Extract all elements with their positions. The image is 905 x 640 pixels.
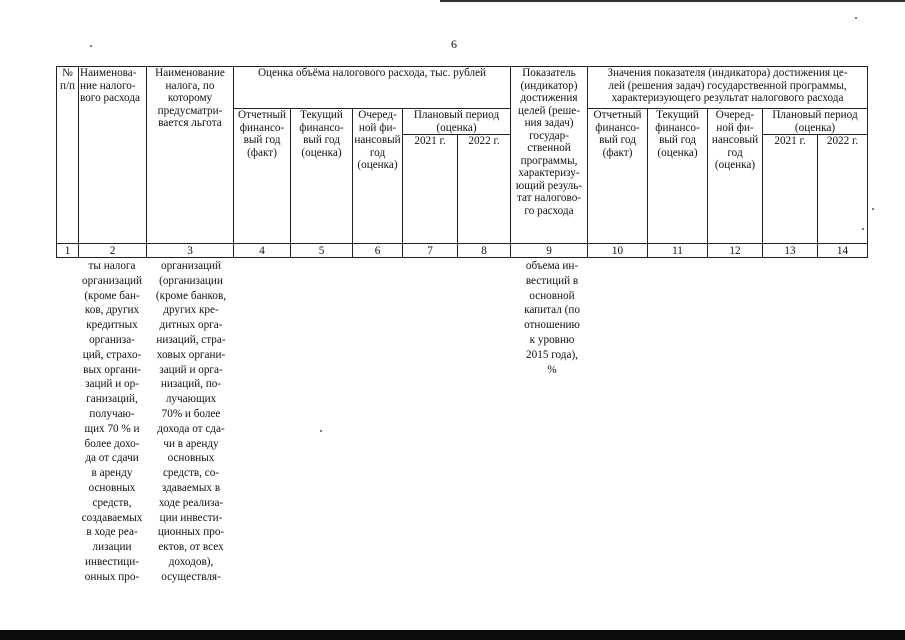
column-number: 3: [147, 244, 234, 258]
header-next-year: Очеред- ной фи- нансовый год (оценка): [708, 109, 763, 244]
header-reporting-year: Отчетный финансо- вый год (факт): [588, 109, 648, 244]
column-number: 4: [234, 244, 291, 258]
header-reporting-year: Отчетный финансо- вый год (факт): [234, 109, 291, 244]
page-number: 6: [451, 37, 457, 51]
scan-speck: [872, 208, 874, 210]
column-number: 9: [511, 244, 588, 258]
column-number: 2: [79, 244, 147, 258]
body-text-col2: ты налога организаций (кроме бан- ков, других кредитных организа- ций, страхо- вых органи- заций и ор- ганизаций, получаю- щих 70 % и более дохо- да от сдачи в аренду основных средств, создаваемых в ходе реа- лизации инвестици- онных про-: [81, 260, 143, 583]
header-next-year: Очеред- ной фи- нансовый год (оценка): [353, 109, 403, 244]
header-tax-name: Наименование налога, по которому предусматри- вается льгота: [147, 67, 234, 244]
column-number: 11: [648, 244, 708, 258]
header-year-2021: 2021 г.: [763, 135, 818, 244]
body-text-col3: организаций (организации (кроме банков, других кре- дитных орга- низаций, стра- ховых органи- заций и орга- низаций, по- лучающих 70% и более дохода от сда- чи в аренду основных средств, со- здаваемых в ходе реализа- ции инвести- ционных про- ектов, от всех доходов), осуществля-: [155, 260, 227, 583]
column-number: 13: [763, 244, 818, 258]
header-assessment: Оценка объёма налогового расхода, тыс. рублей: [234, 67, 511, 109]
header-year-2021: 2021 г.: [403, 135, 458, 244]
header-values: Значения показателя (индикатора) достижения це- лей (решения задач) государственной программы, характеризующего результат налогового расхода: [588, 67, 868, 109]
top-rule: [440, 0, 905, 2]
header-year-2022: 2022 г.: [818, 135, 868, 244]
header-indicator: Показатель (индикатор) достижения целей (реше- ния задач) государ- ственной программы, характеризу- ющий резуль- тат налогово- го расхода: [511, 67, 588, 244]
column-number: 7: [403, 244, 458, 258]
header-expense-name: Наименова- ние налого- вого расхода: [79, 67, 147, 244]
header-year-2022: 2022 г.: [458, 135, 511, 244]
header-planned-period: Плановый период (оценка): [763, 109, 868, 135]
column-number: 6: [353, 244, 403, 258]
column-number: 12: [708, 244, 763, 258]
header-num: № п/п: [57, 67, 79, 244]
header-current-year: Текущий финансо- вый год (оценка): [291, 109, 353, 244]
tax-expense-table: [56, 66, 868, 258]
scan-speck: [90, 45, 92, 47]
column-number: 1: [57, 244, 79, 258]
column-number: 5: [291, 244, 353, 258]
header-current-year: Текущий финансо- вый год (оценка): [648, 109, 708, 244]
column-number: 10: [588, 244, 648, 258]
scan-speck: [320, 430, 322, 432]
header-planned-period: Плановый период (оценка): [403, 109, 511, 135]
bottom-scan-edge: [0, 630, 905, 640]
column-number: 8: [458, 244, 511, 258]
column-number: 14: [818, 244, 868, 258]
scan-speck: [855, 17, 857, 19]
body-text-col9: объема ин- вестиций в основной капитал (по отношению к уровню 2015 года), %: [524, 260, 580, 376]
